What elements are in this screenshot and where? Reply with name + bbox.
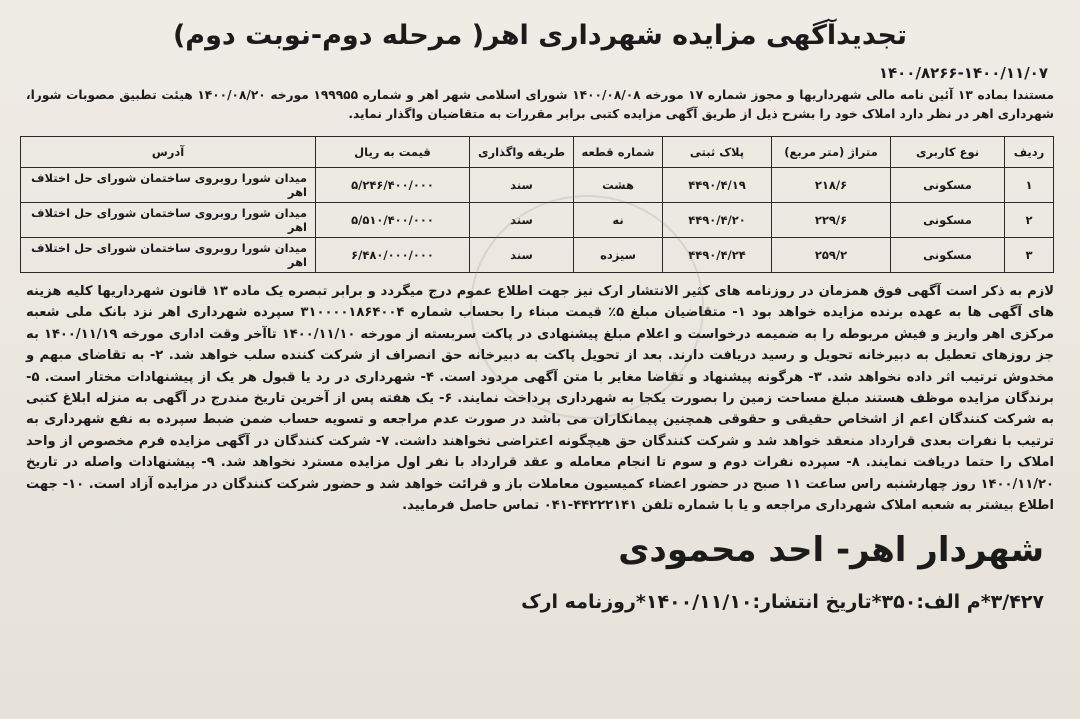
table-header-row — [21, 137, 1054, 168]
cell-plot-number: سیزده — [574, 238, 663, 273]
cell-registry-plate: ۴۴۹۰/۴/۲۰ — [663, 203, 772, 238]
table-row — [21, 203, 1054, 238]
header-transfer-method: طریقه واگذاری — [470, 137, 574, 168]
cell-address: میدان شورا روبروی ساختمان شورای حل اختلاف اهر — [21, 238, 316, 273]
cell-price: ۵/۲۴۶/۴۰۰/۰۰۰ — [316, 168, 470, 203]
cell-row-number: ۲ — [1005, 203, 1054, 238]
cell-row-number: ۱ — [1005, 168, 1054, 203]
publication-footer: ۳/۴۲۷*م الف:۳۵۰*تاریخ انتشار:۱۴۰۰/۱۱/۱۰*روزنامه ارک — [521, 591, 1044, 614]
header-area: متراژ (متر مربع) — [772, 137, 891, 168]
cell-registry-plate: ۴۴۹۰/۴/۱۹ — [663, 168, 772, 203]
conditions-paragraph: لازم به ذکر است آگهی فوق همزمان در روزنامه های کثیر الانتشار ارک نیز جهت اطلاع عموم درج میگردد و برابر تبصره یک ماده ۱۳ قانون شهرداریها کلیه هزینه های آگهی ها به عهده برنده مزایده خواهد بود ۱- متقاضیان مبلغ ۵٪ قیمت مبناء را بحساب شماره ۳۱۰۰۰۰۱۸۶۴۰۰۴ سپرده شهرداری اهر نزد بانک ملی شعبه مرکزی اهر واریز و فیش مربوطه را به ضمیمه درخواست و اعلام مبلغ پیشنهادی در پاکت سربسته از مورخه ۱۴۰۰/۱۱/۱۰ تاآخر وقت اداری مورخه ۱۴۰۰/۱۱/۱۹ به جز روزهای تعطیل به دبیرخانه تحویل و رسید دریافت دارند. بعد از تحویل پاکت به دبیرخانه حق انصراف از شرکت کننده سلب خواهد شد. ۲- به تقاضای مبهم و مخدوش ترتیب اثر داده نخواهد شد. ۳- هرگونه پیشنهاد و تقاضا مغایر با متن آگهی مردود است. ۴- شهرداری در رد یا قبول هر یک از پیشنهادات مختار است. ۵- برندگان مزایده موظف هستند مبلغ مساحت زمین را بصورت یکجا به شهرداری پرداخت نمایند. ۶- یک هفته پس از آخرین تاریخ مندرج در آگهی به منزله ابلاغ کتبی به شرکت کنندگان اعم از اشخاص حقیقی و حقوقی همچنین پیمانکاران می باشد در صورت عدم مراجعه و تسویه حساب ضمن ضبط سپرده به نفع شهرداری به ترتیب با نفرات بعدی قرارداد منعقد خواهد شد و شرکت کنندگان حق هیچگونه اعتراضی نخواهند داشت. ۷- شرکت کنندگان در آگهی مزایده فرم مخصوص از واحد املاک را حتما دریافت نمایند. ۸- سپرده نفرات دوم و سوم تا انجام معامله و عقد قرارداد با نفر اول مزایده مسترد نخواهد شد. ۹- پیشنهادات واصله در تاریخ ۱۴۰۰/۱۱/۲۰ روز چهارشنبه راس ساعت ۱۱ صبح در حضور اعضاء کمیسیون معاملات باز و قرائت خواهد شد و حضور شرکت کنندگان در مزایده آزاد است. ۱۰- جهت اطلاع بیشتر به شعبه املاک شهرداری مراجعه و یا با شماره تلفن ۴۴۲۲۲۱۴۱-۰۴۱ تماس حاصل فرمایید. — [26, 284, 1055, 514]
table-row — [21, 168, 1054, 203]
header-address: آدرس — [21, 137, 316, 168]
cell-address: میدان شورا روبروی ساختمان شورای حل اختلاف اهر — [21, 168, 316, 203]
cell-plot-number: هشت — [574, 168, 663, 203]
cell-transfer-method: سند — [470, 238, 574, 273]
reference-number: ۱۴۰۰/۸۲۶۶-۱۴۰۰/۱۱/۰۷ — [878, 64, 1048, 82]
intro-paragraph: مستندا بماده ۱۳ آئین نامه مالی شهرداریها و مجوز شماره ۱۷ مورخه ۱۴۰۰/۰۸/۰۸ شورای اسلامی شهر اهر و شماره ۱۹۹۹۵۵ مورخه ۱۴۰۰/۰۸/۲۰ هیئت تطبیق مصوبات شورا، شهرداری اهر در نظر دارد املاک خود را بشرح ذیل از طریق آگهی مزایده کتبی برابر مقررات به متقاضیان واگذار نماید. — [26, 88, 1054, 121]
cell-price: ۶/۴۸۰/۰۰۰/۰۰۰ — [316, 238, 470, 273]
cell-price: ۵/۵۱۰/۴۰۰/۰۰۰ — [316, 203, 470, 238]
cell-usage-type: مسکونی — [891, 203, 1005, 238]
header-row-number: ردیف — [1005, 137, 1054, 168]
cell-area: ۲۲۹/۶ — [772, 203, 891, 238]
table-row — [21, 238, 1054, 273]
signature-line: شهردار اهر- احد محمودی — [618, 530, 1044, 571]
header-plot-number: شماره قطعه — [574, 137, 663, 168]
header-registry-plate: پلاک ثبتی — [663, 137, 772, 168]
header-price: قیمت به ریال — [316, 137, 470, 168]
auction-table — [20, 136, 1054, 273]
cell-area: ۲۱۸/۶ — [772, 168, 891, 203]
cell-transfer-method: سند — [470, 168, 574, 203]
cell-area: ۲۵۹/۲ — [772, 238, 891, 273]
cell-transfer-method: سند — [470, 203, 574, 238]
cell-row-number: ۳ — [1005, 238, 1054, 273]
notice-title: تجدیدآگهی مزایده شهرداری اهر( مرحله دوم-نوبت دوم) — [172, 20, 908, 51]
header-usage-type: نوع کاربری — [891, 137, 1005, 168]
cell-address: میدان شورا روبروی ساختمان شورای حل اختلاف اهر — [21, 203, 316, 238]
cell-usage-type: مسکونی — [891, 168, 1005, 203]
cell-usage-type: مسکونی — [891, 238, 1005, 273]
cell-registry-plate: ۴۴۹۰/۴/۲۴ — [663, 238, 772, 273]
cell-plot-number: نه — [574, 203, 663, 238]
